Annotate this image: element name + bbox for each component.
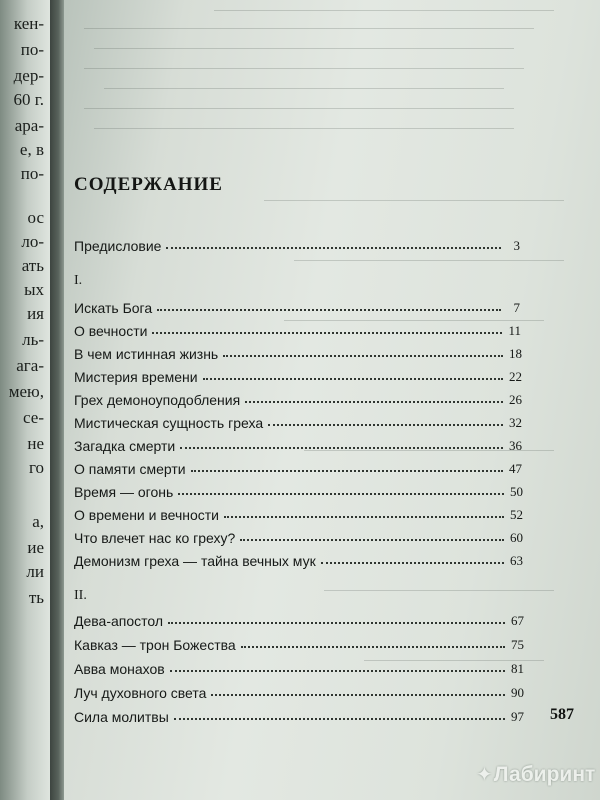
toc-entry-title: Искать Бога [74,300,153,316]
toc-entry-title: Загадка смерти [74,438,176,454]
toc-entry-title: Дева-апостол [74,613,164,629]
previous-page-edge [0,0,50,800]
toc-entry-page: 47 [509,461,522,476]
toc-entry-title: Луч духовного света [74,685,207,701]
toc-entry[interactable] [74,386,522,408]
left-text-fragment: мею, [8,382,44,401]
toc-entry[interactable] [74,547,523,569]
left-text-fragment: ара- [14,116,44,135]
book-gutter [50,0,64,800]
toc-entry-title: Мистическая сущность греха [74,415,264,431]
toc-entry-page: 11 [508,323,521,338]
toc-entry[interactable] [74,455,522,477]
left-text-fragment: 60 г. [13,90,44,109]
toc-entry-page: 3 [513,238,520,253]
section-label-part1: I. [74,273,83,288]
toc-entry[interactable] [74,340,522,362]
left-text-fragment: го [28,458,44,477]
dot-leader [203,377,503,380]
dot-leader [157,308,501,311]
toc-entry-title: О времени и вечности [74,507,219,523]
toc-entry[interactable] [74,363,522,385]
left-text-fragment: ага- [16,356,44,375]
toc-entry-title: Время — огонь [74,484,174,500]
left-text-fragment: по- [20,164,44,183]
toc-entry-title: Сила молитвы [74,709,169,725]
toc-entry-title: Кавказ — трон Божества [74,637,236,653]
toc-entry[interactable] [74,409,522,431]
dot-leader [174,717,505,720]
dot-leader [224,515,504,518]
dot-leader [223,354,503,357]
toc-entry-page: 32 [509,415,522,430]
contents-page [64,0,600,800]
left-text-fragment: ать [21,256,44,275]
watermark-text: Лабиринт [493,763,596,786]
toc-entry[interactable] [74,501,523,523]
dot-leader [166,246,501,249]
toc-entry-page: 81 [511,661,524,676]
toc-entry-title: В чем истинная жизнь [74,346,219,362]
dot-leader [178,492,504,495]
toc-entry[interactable] [74,655,524,677]
toc-entry-page: 50 [510,484,523,499]
left-text-fragment: ть [28,588,44,607]
dot-leader [211,693,505,696]
dot-leader [152,331,502,334]
left-text-fragment: дер- [13,66,44,85]
left-text-fragment: ых [24,280,44,299]
section-label-part2: II. [74,588,87,603]
left-text-fragment: ие [27,538,44,557]
toc-entry[interactable] [74,703,524,725]
left-text-fragment: не [27,434,44,453]
toc-entry-page: 18 [509,346,522,361]
left-text-fragment: ия [27,304,44,323]
dot-leader [268,423,503,426]
toc-entry-title: Мистерия времени [74,369,198,385]
dot-leader [170,669,505,672]
dot-leader [321,561,504,564]
labirint-logo-icon: ✦ [476,764,493,786]
dot-leader [180,446,503,449]
toc-entry[interactable] [74,294,520,316]
toc-entry-page: 7 [513,300,520,315]
toc-entry[interactable] [74,607,524,629]
toc-entry-title: Грех демоноуподобления [74,392,241,408]
left-text-fragment: се- [23,408,44,427]
left-text-fragment: ль- [22,330,44,349]
toc-entry[interactable] [74,524,523,546]
toc-entry-page: 63 [510,553,523,568]
contents-heading: СОДЕРЖАНИЕ [74,174,223,195]
toc-entry-page: 22 [509,369,522,384]
toc-entry-page: 36 [509,438,522,453]
toc-entry-title: О вечности [74,323,148,339]
dot-leader [191,469,503,472]
toc-entry-title: Предисловие [74,238,162,254]
toc-entry-page: 60 [510,530,523,545]
toc-entry-page: 26 [509,392,522,407]
dot-leader [168,621,505,624]
watermark-logo [476,762,595,787]
toc-entry[interactable] [74,317,521,339]
left-text-fragment: ос [27,208,44,227]
left-text-fragment: кен- [13,14,44,33]
toc-entry-title: Демонизм греха — тайна вечных мук [74,553,316,569]
toc-entry-title: Что влечет нас ко греху? [74,530,236,546]
left-text-fragment: а, [32,512,44,531]
left-text-fragment: е, в [19,140,44,159]
toc-entry-page: 67 [511,613,524,628]
toc-entry[interactable] [74,679,524,701]
left-text-fragment: ло- [21,232,44,251]
dot-leader [240,538,504,541]
toc-entry-page: 52 [510,507,523,522]
dot-leader [245,400,503,403]
toc-entry[interactable] [74,478,523,500]
page-number: 587 [550,706,574,723]
toc-entry-page: 97 [511,709,524,724]
toc-entry-preface[interactable] [74,232,520,254]
toc-entry[interactable] [74,631,524,653]
toc-entry-title: Авва монахов [74,661,165,677]
left-text-fragment: по- [20,40,44,59]
toc-entry-page: 75 [511,637,524,652]
left-text-fragment: ли [26,562,44,581]
dot-leader [241,645,505,648]
toc-entry[interactable] [74,432,522,454]
toc-entry-page: 90 [511,685,524,700]
toc-entry-title: О памяти смерти [74,461,186,477]
